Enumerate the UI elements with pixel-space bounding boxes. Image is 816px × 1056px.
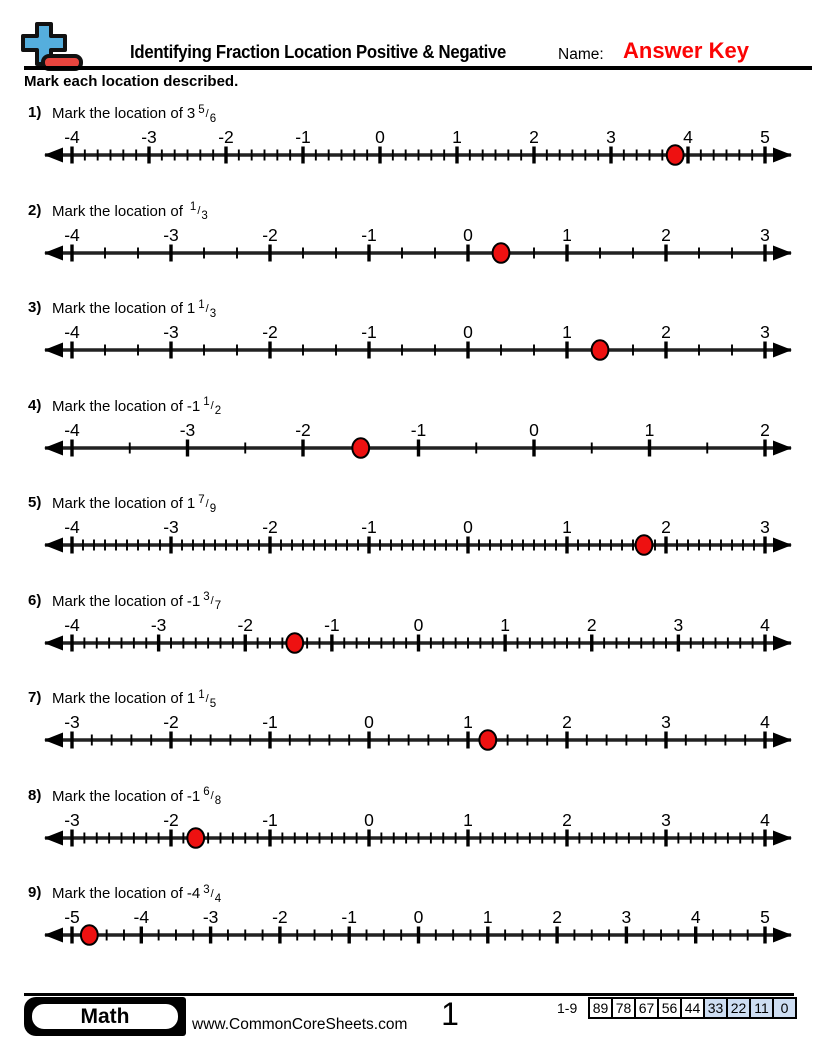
score-cell: 44 [680, 997, 705, 1019]
tick-label: 3 [606, 127, 616, 147]
fraction-denominator: 5 [209, 697, 217, 710]
fraction-slash: / [210, 887, 214, 900]
right-arrow [773, 148, 792, 163]
question-text: Mark the location of [52, 202, 183, 220]
left-arrow [44, 538, 63, 553]
tick-label: 3 [673, 614, 684, 635]
fraction-numerator: 6 [203, 786, 210, 798]
tick-label: -1 [262, 712, 278, 732]
problem-row [0, 689, 816, 765]
fraction-slash: / [197, 205, 201, 217]
fraction-whole: 1 [186, 690, 196, 707]
tick-label: -1 [361, 322, 377, 342]
tick-label: -2 [262, 322, 278, 342]
fraction-slash: / [205, 107, 209, 120]
tick-label: 0 [529, 419, 539, 440]
tick-label: -1 [361, 517, 377, 537]
problem-number: 6) [28, 591, 42, 609]
tick-label: 4 [683, 127, 693, 147]
tick-label: -4 [64, 419, 80, 440]
fraction-numerator: 7 [198, 493, 205, 506]
problem-row [0, 397, 816, 473]
tick-label: 1 [452, 127, 462, 147]
tick-label: 0 [375, 127, 385, 147]
answer-dot [81, 925, 98, 945]
tick-label: 3 [661, 712, 671, 732]
right-arrow [773, 733, 792, 748]
fraction-slash: / [210, 790, 214, 802]
footer-divider [24, 993, 794, 996]
left-arrow [44, 928, 63, 943]
number-line [0, 415, 816, 467]
tick-label: -2 [272, 907, 288, 927]
tick-label: 0 [364, 809, 374, 830]
tick-label: 3 [760, 517, 770, 537]
score-cell: 11 [749, 997, 774, 1019]
answer-dot [592, 340, 609, 360]
problem-question [52, 493, 217, 515]
problem-number: 1) [28, 104, 42, 121]
number-line [0, 805, 816, 857]
tick-label: -4 [133, 907, 150, 927]
tick-label: -4 [64, 127, 80, 147]
problem-number: 2) [28, 201, 42, 219]
tick-label: 1 [562, 517, 572, 537]
right-arrow [773, 245, 792, 260]
tick-label: -2 [237, 614, 254, 635]
fraction-denominator: 2 [214, 405, 222, 417]
tick-label: 2 [760, 419, 770, 440]
tick-label: 0 [463, 224, 473, 245]
tick-label: -4 [64, 517, 80, 537]
tick-label: -3 [150, 614, 167, 635]
number-line [0, 512, 816, 564]
left-arrow [44, 635, 63, 650]
right-arrow [773, 928, 792, 943]
problem-number: 8) [28, 786, 42, 804]
left-arrow [44, 440, 63, 455]
problem-number: 4) [28, 396, 42, 414]
tick-label: 4 [760, 809, 770, 830]
tick-label: 0 [463, 517, 473, 537]
fraction-slash: / [205, 302, 209, 315]
tick-label: -3 [202, 907, 219, 927]
fraction-numerator: 1 [198, 298, 205, 311]
fraction-denominator: 7 [214, 600, 222, 612]
score-table [588, 997, 797, 1019]
problem-question [52, 103, 217, 125]
problem-row [0, 104, 816, 180]
fraction-slash: / [205, 692, 209, 705]
answer-dot [493, 243, 510, 263]
answer-dot [187, 828, 204, 848]
tick-label: -2 [163, 712, 179, 732]
tick-label: -3 [163, 322, 179, 342]
problem-row [0, 202, 816, 278]
number-line [0, 707, 816, 759]
question-text: Mark the location of [52, 397, 183, 415]
tick-label: -2 [262, 224, 278, 245]
tick-label: -1 [262, 809, 278, 830]
fraction-numerator: 5 [198, 103, 205, 116]
plus-minus-logo [21, 22, 87, 72]
fraction-numerator: 3 [203, 883, 210, 896]
subject-label: Math [29, 1001, 181, 1032]
score-range-label: 1-9 [557, 1000, 578, 1016]
tick-label: 1 [500, 614, 510, 635]
worksheet-title: Identifying Fraction Location Positive & Negative [130, 42, 507, 62]
tick-label: 4 [760, 614, 770, 635]
problem-number: 9) [28, 884, 42, 901]
tick-label: -2 [218, 127, 234, 147]
fraction-denominator: 8 [214, 795, 222, 807]
problem-number: 5) [28, 494, 42, 511]
score-cell: 89 [588, 997, 613, 1019]
problem-question [52, 788, 221, 805]
fraction-slash: / [210, 400, 214, 412]
tick-label: -2 [295, 419, 311, 440]
fraction-denominator: 6 [209, 112, 217, 125]
tick-label: 4 [690, 907, 701, 927]
tick-label: 2 [661, 322, 671, 342]
left-arrow [44, 343, 63, 358]
tick-label: -2 [163, 809, 179, 830]
answer-dot [352, 438, 369, 458]
left-arrow [44, 733, 63, 748]
problem-number: 7) [28, 689, 42, 706]
score-cell: 33 [703, 997, 728, 1019]
fraction-whole: -4 [186, 885, 201, 902]
tick-label: -4 [64, 224, 80, 245]
tick-label: -4 [64, 614, 80, 635]
right-arrow [773, 830, 792, 845]
fraction-numerator: 1 [189, 201, 197, 213]
problem-question [52, 398, 221, 415]
right-arrow [773, 343, 792, 358]
tick-label: -5 [64, 907, 80, 927]
tick-label: 2 [586, 614, 597, 635]
question-text: Mark the location of [52, 787, 183, 805]
tick-label: 1 [644, 419, 655, 440]
tick-label: 1 [562, 322, 572, 342]
tick-label: -1 [361, 224, 377, 245]
fraction-whole: -1 [186, 592, 201, 610]
tick-label: 5 [760, 127, 770, 147]
tick-label: 3 [760, 322, 770, 342]
problem-row [0, 884, 816, 960]
number-line [0, 122, 816, 174]
tick-label: 2 [661, 517, 671, 537]
tick-label: 0 [413, 614, 424, 635]
right-arrow [773, 440, 792, 455]
question-text: Mark the location of [52, 885, 183, 902]
answer-dot [286, 633, 303, 653]
answer-dot [636, 535, 653, 555]
tick-label: -1 [324, 614, 340, 635]
tick-label: 2 [661, 224, 671, 245]
number-line [0, 317, 816, 369]
fraction-denominator: 3 [209, 307, 217, 320]
problem-question [52, 298, 217, 320]
score-cell: 78 [611, 997, 636, 1019]
fraction-denominator: 9 [209, 502, 217, 515]
problem-row [0, 787, 816, 863]
tick-label: 0 [413, 907, 424, 927]
question-text: Mark the location of [52, 105, 183, 122]
tick-label: -3 [64, 712, 80, 732]
left-arrow [44, 245, 63, 260]
fraction-slash: / [210, 595, 214, 607]
subject-badge [24, 997, 186, 1036]
problem-question [52, 883, 222, 905]
score-cell: 22 [726, 997, 751, 1019]
answer-dot [667, 145, 684, 165]
name-label: Name: [558, 46, 604, 63]
tick-label: -3 [141, 127, 157, 147]
tick-label: 3 [760, 224, 770, 245]
problem-row [0, 299, 816, 375]
score-cell: 56 [657, 997, 682, 1019]
website-link: www.CommonCoreSheets.com [192, 1016, 408, 1033]
fraction-slash: / [205, 497, 209, 510]
right-arrow [773, 538, 792, 553]
tick-label: 2 [529, 127, 539, 147]
number-line [0, 610, 816, 662]
tick-label: 2 [552, 907, 562, 927]
tick-label: 5 [760, 907, 770, 927]
page-number: 1 [441, 996, 459, 1032]
tick-label: 1 [482, 907, 493, 927]
fraction-numerator: 3 [203, 591, 210, 603]
tick-label: 1 [562, 224, 572, 245]
fraction-denominator: 3 [201, 210, 208, 222]
question-text: Mark the location of [52, 592, 183, 610]
tick-label: 1 [463, 712, 473, 732]
header-divider [24, 66, 812, 70]
problem-question [52, 593, 221, 610]
score-cell: 67 [634, 997, 659, 1019]
tick-label: -1 [410, 419, 427, 440]
problem-row [0, 494, 816, 570]
fraction-whole: 1 [186, 495, 196, 512]
problem-question [52, 688, 217, 710]
fraction-denominator: 4 [214, 892, 222, 905]
problem-row [0, 592, 816, 668]
tick-label: -2 [262, 517, 278, 537]
fraction-numerator: 1 [203, 396, 210, 408]
question-text: Mark the location of [52, 690, 183, 707]
tick-label: 0 [364, 712, 374, 732]
tick-label: -3 [163, 224, 179, 245]
tick-label: -3 [64, 809, 80, 830]
fraction-whole: 3 [186, 105, 196, 122]
right-arrow [773, 635, 792, 650]
tick-label: 4 [760, 712, 770, 732]
fraction-whole: 1 [186, 300, 196, 317]
tick-label: -1 [341, 907, 357, 927]
question-text: Mark the location of [52, 495, 183, 512]
left-arrow [44, 830, 63, 845]
score-cell: 0 [772, 997, 797, 1019]
problem-question [52, 203, 208, 220]
tick-label: -3 [163, 517, 179, 537]
tick-label: -3 [179, 419, 196, 440]
number-line [0, 902, 816, 954]
tick-label: -1 [295, 127, 311, 147]
answer-dot [479, 730, 496, 750]
answer-key-text: Answer Key [623, 38, 749, 63]
fraction-whole: -1 [186, 787, 201, 805]
problem-number: 3) [28, 299, 42, 316]
instruction-text: Mark each location described. [24, 73, 239, 90]
tick-label: 3 [661, 809, 671, 830]
tick-label: 0 [463, 322, 473, 342]
question-text: Mark the location of [52, 300, 183, 317]
tick-label: 2 [562, 809, 572, 830]
tick-label: -4 [64, 322, 80, 342]
left-arrow [44, 148, 63, 163]
number-line [0, 220, 816, 272]
fraction-whole: -1 [186, 397, 201, 415]
tick-label: 2 [562, 712, 572, 732]
tick-label: 1 [463, 809, 473, 830]
tick-label: 3 [621, 907, 632, 927]
fraction-numerator: 1 [198, 688, 205, 701]
